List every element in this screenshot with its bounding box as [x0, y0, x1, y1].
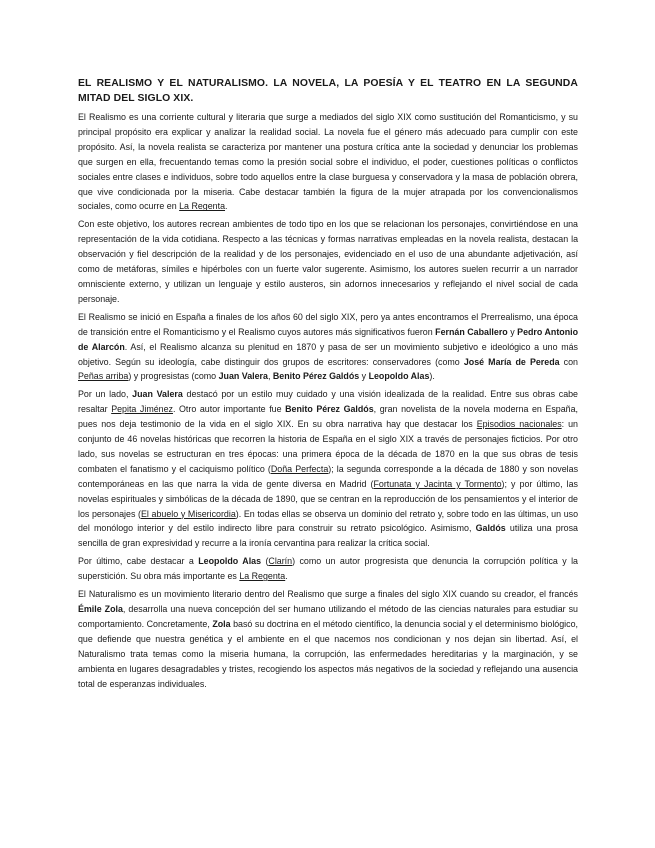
- text-run: utiliza una prosa sencilla de gran expresividad y recurre a la ironía cervantina para realizar la crítica social.: [78, 523, 578, 549]
- bold-name: Émile Zola: [78, 604, 123, 614]
- bold-name: Leopoldo Alas: [198, 556, 262, 567]
- bold-name: José María de Pereda: [463, 356, 560, 367]
- work-title: Doña Perfecta: [270, 463, 329, 474]
- bold-name: Zola: [212, 618, 231, 629]
- text-run: .: [225, 201, 228, 212]
- text-run: . Así, el Realismo alcanza su plenitud en 1870 y pasa de ser un movimiento subjetivo e ideológico a uno más objetivo. Según su ideología, cabe distinguir dos grupos de escritores: conservadores (como: [78, 341, 578, 367]
- text-run: El Realismo es una corriente cultural y literaria que surge a mediados del siglo XIX como sustitución del Romanticismo, y su principal propósito era explicar y analizar la realidad social. La novela fue el género más adecuado para cumplir con este propósito. Así, la novela realista se caracteriza por mantener una postura crítica ante la sociedad y denunciar los problemas que surgen en ella, frecuentando temas como la presión social sobre el individuo, el poder, cuestiones políticas o conflictos sociales entre clases e individuos, sobre todo aquellos entre la clase burguesa y conservadora y la masa de población obrera, que vive condicionada por la miseria. Cabe destacar también la figura de la mujer atrapada por los convencionalismos sociales, como ocurre en: [78, 112, 578, 212]
- text-run: ) como un autor progresista que denuncia la corrupción política y la superstición. Su obra más importante es: [78, 556, 578, 582]
- text-run: ); la segunda corresponde a la década de 1880 y son novelas contemporáneas en las que narra la vida de gente diversa en Madrid (: [78, 463, 579, 489]
- text-run: (: [261, 556, 269, 567]
- text-run: destacó por un estilo muy cuidado y una visión idealizada de la realidad. Entre sus obras cabe resaltar: [78, 389, 578, 415]
- bold-name: Juan Valera: [218, 371, 268, 382]
- bold-name: Galdós: [475, 523, 506, 534]
- bold-name: Fernán Caballero: [435, 326, 508, 337]
- text-run: ) y progresistas (como: [128, 371, 219, 382]
- bold-name: Pedro Antonio de Alarcón: [78, 326, 578, 352]
- text-run: ,: [267, 371, 273, 382]
- text-run: con: [559, 356, 578, 367]
- document-body: [78, 110, 578, 691]
- bold-name: Benito Pérez Galdós: [285, 404, 374, 415]
- paragraph-valera-galdos: [78, 387, 578, 551]
- paragraph-espana: [78, 310, 578, 385]
- text-run: Por un lado,: [78, 389, 133, 400]
- text-run: .: [285, 571, 288, 582]
- paragraph-tecnicas: [78, 217, 578, 306]
- text-run: Por último, cabe destacar a: [78, 556, 199, 567]
- text-run: ). En todas ellas se observa un dominio del retrato y, sobre todo en las últimas, un uso del monólogo interior y del estilo indirecto libre para construir su retrato psicológico. Asimismo,: [78, 508, 579, 534]
- text-run: El Naturalismo es un movimiento literario dentro del Realismo que surge a finales del siglo XIX cuando su creador, el francés: [78, 589, 578, 600]
- paragraph-naturalismo: [78, 587, 578, 691]
- bold-name: Benito Pérez Galdós: [272, 371, 360, 382]
- work-title: La Regenta: [239, 571, 286, 582]
- text-run: Con este objetivo, los autores recrean ambientes de todo tipo en los que se relacionan los personajes, convirtiéndose en una representación de la vida cotidiana. Respecto a las técnicas y formas narrativas empleadas en la novela realista, destacan la observación y fiel descripción de la realidad y de los personajes, evidenciado en el uso de una abundante adjetivación, así como de metáforas, símiles e hipérboles con un fuerte valor sugerente. Asimismo, los autores suelen recurrir a un narrador omnisciente externo, y utilizan un lenguaje y estilo austeros, sin adornos innecesarios y reflejando el nivel social de cada personaje.: [78, 219, 578, 304]
- text-run: : un conjunto de 46 novelas históricas que recorren la historia de España en el siglo XIX a través de personajes ficticios. Por otro lado, sus novelas se estructuran en tres épocas: una primera época de la década de 1870 en la que sus obras de tesis combaten el fanatismo y el caciquismo político (: [78, 419, 578, 474]
- text-run: , gran novelista de la novela moderna en España, pues nos deja testimonio de la vida en el siglo XIX. En su obra narrativa hay que destacar los: [78, 404, 578, 430]
- paragraph-clarin: [78, 554, 578, 584]
- text-run: ); y por último, las novelas espirituales y simbólicas de la década de 1890, que se centran en la reproducción de los pensamientos y el interior de los personajes (: [78, 478, 578, 519]
- work-title: Episodios nacionales: [476, 419, 562, 430]
- work-title: El abuelo y Misericordia: [141, 508, 236, 519]
- work-title: Peñas arriba: [78, 371, 129, 382]
- text-run: ).: [429, 371, 435, 382]
- work-title: Clarín: [268, 556, 293, 567]
- text-run: basó su doctrina en el método científico, la denuncia social y el determinismo biológico, que defiende que nuestra genética y el ambiente en el que nacemos nos condicionan y nos dejan sin libertad. Así, el Naturalismo trata temas como la miseria humana, la corrupción, las enfermedades hereditarias y la marginación, y se ambienta en lugares desagradables y tristes, recogiendo los aspectos más negativos de la sociedad y reflejando una ausencia total de esperanzas individuales.: [78, 618, 578, 689]
- work-title: La Regenta: [179, 201, 226, 212]
- work-title: Pepita Jiménez: [111, 404, 173, 415]
- document-title: EL REALISMO Y EL NATURALISMO. LA NOVELA, LA POESÍA Y EL TEATRO EN LA SEGUNDA MITAD DEL SIGLO XIX.: [78, 78, 578, 104]
- text-run: y: [507, 326, 518, 337]
- work-title: Fortunata y Jacinta y Tormento: [373, 478, 502, 489]
- text-run: . Otro autor importante fue: [172, 404, 286, 415]
- paragraph-realismo-intro: [78, 110, 578, 214]
- bold-name: Juan Valera: [132, 389, 183, 400]
- text-run: y: [359, 371, 369, 382]
- document-page: [78, 76, 578, 694]
- text-run: , desarrolla una nueva concepción del ser humano utilizando el método de las ciencias naturales para estudiar su comportamiento. Concretamente,: [78, 604, 578, 629]
- text-run: El Realismo se inició en España a finales de los años 60 del siglo XIX, pero ya antes encontramos el Prerrealismo, una época de transición entre el Romanticismo y el Realismo cuyos autores más significativos fueron: [78, 311, 578, 337]
- bold-name: Leopoldo Alas: [368, 371, 430, 382]
